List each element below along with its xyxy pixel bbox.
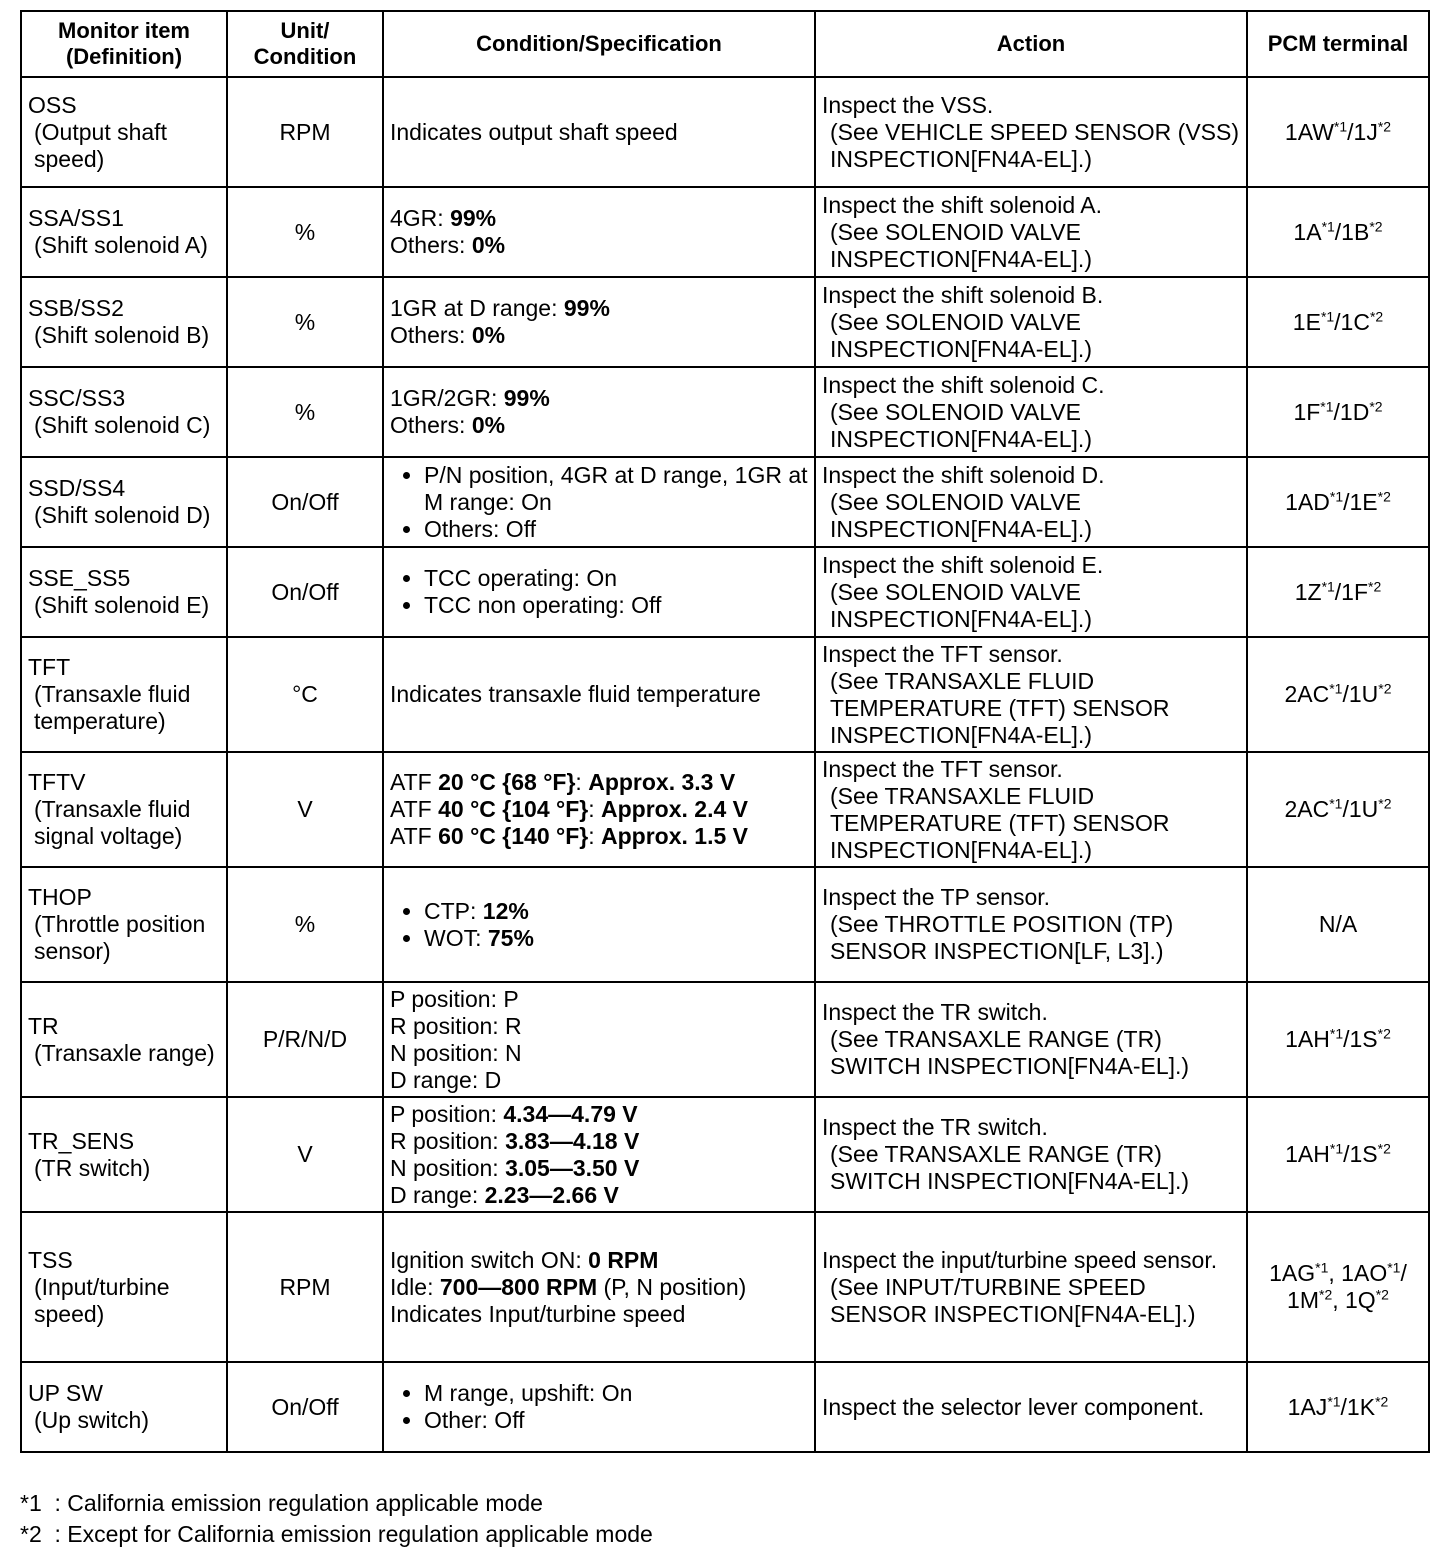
condition-text: 4GR: <box>390 205 451 231</box>
condition-text: Others: <box>390 412 472 438</box>
pcm-terminal-cell <box>1247 637 1429 752</box>
pcm-terminal-cell <box>1247 1212 1429 1362</box>
table-row <box>21 1362 1429 1452</box>
action-instruction: Inspect the selector lever component. <box>822 1393 1205 1420</box>
condition-line <box>390 232 808 259</box>
condition-value: 75% <box>487 924 534 951</box>
pcm-note-mark: *2 <box>1377 1140 1391 1157</box>
table-row <box>21 77 1429 187</box>
monitor-item-cell <box>21 1097 227 1212</box>
condition-bullets <box>390 565 808 619</box>
action-instruction: Inspect the TR switch. <box>822 1114 1048 1140</box>
pcm-terminal-code: 1A <box>1293 218 1322 245</box>
pcm-terminal-line <box>1254 219 1422 246</box>
condition-value: 20 °C {68 °F} <box>438 769 576 795</box>
action-cell <box>815 187 1247 277</box>
action-cell <box>815 867 1247 982</box>
footnotes <box>20 1488 653 1550</box>
condition-text: (P, N position) <box>597 1273 747 1300</box>
header-action: Action <box>815 11 1247 77</box>
action-reference: (See SOLENOID VALVE INSPECTION[FN4A-EL].) <box>830 488 1092 542</box>
unit-cell: °C <box>227 637 383 752</box>
pcm-note-mark: *2 <box>1368 577 1382 594</box>
pcm-terminal-line <box>1254 1026 1422 1053</box>
pcm-terminal-code: N/A <box>1318 911 1358 937</box>
condition-cell <box>383 547 815 637</box>
condition-line <box>390 385 808 412</box>
condition-line <box>390 119 808 146</box>
pcm-terminal-cell <box>1247 867 1429 982</box>
pcm-terminal-code: /1U <box>1342 681 1379 707</box>
pcm-terminal-code: 1E <box>1292 308 1321 335</box>
table-row <box>21 277 1429 367</box>
action-reference: (See TRANSAXLE FLUID TEMPERATURE (TFT) SENSOR INSPECTION[FN4A-EL].) <box>830 667 1170 748</box>
monitor-item-name: SSB/SS2 <box>28 295 124 321</box>
condition-line <box>390 1067 808 1094</box>
monitor-item-definition: (Shift solenoid C) <box>34 412 211 438</box>
action-reference: (See INPUT/TURBINE SPEED SENSOR INSPECTION[FN4A-EL].) <box>830 1273 1196 1327</box>
pcm-terminal-code: /1F <box>1334 578 1369 605</box>
pcm-terminal-code: 1AW <box>1284 118 1334 145</box>
pcm-terminal-cell <box>1247 1362 1429 1452</box>
unit-cell: % <box>227 187 383 277</box>
action-reference: (See SOLENOID VALVE INSPECTION[FN4A-EL].) <box>830 218 1092 272</box>
pcm-terminal-cell <box>1247 1097 1429 1212</box>
pcm-terminal-code: 2AC <box>1284 681 1330 707</box>
condition-value: 700—800 RPM <box>439 1273 598 1300</box>
condition-line <box>390 681 808 708</box>
condition-bullets <box>390 1380 808 1434</box>
pcm-terminal-code: /1S <box>1343 1141 1378 1167</box>
condition-line <box>390 1274 808 1301</box>
pcm-note-mark: *2 <box>1377 117 1392 134</box>
condition-text: CTP: <box>424 897 483 924</box>
condition-value: 0% <box>471 232 506 258</box>
condition-text: R position: <box>390 1127 506 1154</box>
condition-bullet: • Others: Off <box>424 516 808 543</box>
condition-line <box>390 1040 808 1067</box>
condition-text: ATF <box>390 769 439 795</box>
pcm-terminal-code: 1F <box>1293 398 1321 425</box>
monitor-item-definition: (Up switch) <box>34 1407 150 1433</box>
pcm-note-mark: *2 <box>1319 1286 1333 1303</box>
pcm-terminal-line <box>1254 119 1422 146</box>
table-row <box>21 1212 1429 1362</box>
condition-cell <box>383 187 815 277</box>
condition-text: : <box>588 796 601 822</box>
action-instruction: Inspect the shift solenoid E. <box>822 551 1104 578</box>
header-monitor-item: Monitor item (Definition) <box>21 11 227 77</box>
unit-cell: RPM <box>227 77 383 187</box>
pcm-note-mark: *1 <box>1329 795 1343 812</box>
condition-bullet: • TCC non operating: Off <box>424 592 808 619</box>
condition-text: 1GR at D range: <box>390 295 564 321</box>
pcm-terminal-code: / <box>1400 1260 1407 1286</box>
pcm-terminal-code: /1E <box>1343 488 1378 515</box>
condition-text: : <box>588 823 601 849</box>
condition-cell <box>383 1097 815 1212</box>
action-instruction: Inspect the TFT sensor. <box>822 755 1063 782</box>
pcm-note-mark: *2 <box>1369 217 1383 234</box>
pcm-terminal-code: 2AC <box>1284 796 1330 822</box>
condition-value: 12% <box>482 897 529 924</box>
pcm-terminal-line <box>1254 309 1422 336</box>
condition-text: P position: <box>390 1100 504 1127</box>
condition-cell <box>383 367 815 457</box>
condition-line <box>390 1013 808 1040</box>
condition-cell <box>383 457 815 547</box>
condition-value: 0 RPM <box>588 1246 659 1273</box>
condition-text: Indicates Input/turbine speed <box>390 1300 686 1327</box>
monitor-item-cell <box>21 277 227 367</box>
action-reference: (See SOLENOID VALVE INSPECTION[FN4A-EL].) <box>830 308 1092 362</box>
pcm-terminal-line <box>1254 1141 1422 1168</box>
monitor-item-name: SSA/SS1 <box>28 205 124 231</box>
action-instruction: Inspect the shift solenoid D. <box>822 461 1105 488</box>
monitor-item-cell <box>21 547 227 637</box>
monitor-item-definition: (Shift solenoid E) <box>34 592 210 618</box>
action-cell <box>815 457 1247 547</box>
pcm-terminal-cell <box>1247 752 1429 867</box>
unit-cell: % <box>227 867 383 982</box>
condition-value: Approx. 1.5 V <box>601 823 748 849</box>
unit-cell: On/Off <box>227 1362 383 1452</box>
condition-bullet <box>424 898 808 925</box>
condition-value: 4.34—4.79 V <box>503 1100 638 1127</box>
pcm-terminal-line <box>1254 489 1422 516</box>
pcm-note-mark: *1 <box>1315 1259 1329 1276</box>
pcm-terminal-cell <box>1247 457 1429 547</box>
monitor-item-name: TSS <box>28 1246 73 1273</box>
condition-text: Ignition switch ON: <box>390 1246 589 1273</box>
action-instruction: Inspect the TR switch. <box>822 999 1048 1025</box>
condition-cell <box>383 982 815 1097</box>
table-row <box>21 547 1429 637</box>
footnote-2: *2 : Except for California emission regulation applicable mode <box>20 1521 653 1547</box>
pcm-terminal-line <box>1254 681 1422 708</box>
condition-text: ATF <box>390 796 439 822</box>
monitor-item-name: TR <box>28 1012 59 1039</box>
pcm-terminal-cell <box>1247 277 1429 367</box>
pcm-terminal-code: /1J <box>1347 118 1378 145</box>
condition-line <box>390 986 808 1013</box>
pcm-note-mark: *1 <box>1329 680 1343 697</box>
action-reference: (See SOLENOID VALVE INSPECTION[FN4A-EL].) <box>830 578 1092 632</box>
pcm-terminal-line <box>1254 1394 1422 1421</box>
monitor-item-cell <box>21 77 227 187</box>
condition-text: : <box>575 769 589 795</box>
condition-bullet: • TCC operating: On <box>424 565 808 592</box>
pcm-note-mark: *1 <box>1321 577 1335 594</box>
monitor-item-cell <box>21 1212 227 1362</box>
condition-line <box>390 823 808 850</box>
condition-text: Idle: <box>390 1273 440 1300</box>
condition-cell <box>383 867 815 982</box>
condition-line <box>390 412 808 439</box>
monitor-item-cell <box>21 457 227 547</box>
condition-text: P position: P <box>390 985 519 1012</box>
condition-bullet <box>424 925 808 952</box>
pcm-note-mark: *2 <box>1375 1286 1389 1303</box>
action-reference: (See TRANSAXLE RANGE (TR) SWITCH INSPECTION[FN4A-EL].) <box>830 1026 1190 1079</box>
monitor-item-definition: (Shift solenoid B) <box>34 322 210 348</box>
pcm-note-mark: *2 <box>1378 795 1392 812</box>
unit-cell: On/Off <box>227 547 383 637</box>
pcm-terminal-code: /1S <box>1343 1026 1378 1052</box>
unit-cell: On/Off <box>227 457 383 547</box>
action-instruction: Inspect the input/turbine speed sensor. <box>822 1246 1218 1273</box>
pcm-terminal-line <box>1254 796 1422 823</box>
unit-cell: % <box>227 367 383 457</box>
header-pcm-terminal: PCM terminal <box>1247 11 1429 77</box>
monitor-item-cell <box>21 752 227 867</box>
monitor-item-definition: (Transaxle fluid temperature) <box>34 681 191 734</box>
condition-text: D range: <box>390 1181 485 1208</box>
pcm-note-mark: *2 <box>1377 487 1391 504</box>
monitor-item-name: SSC/SS3 <box>28 385 126 411</box>
condition-line <box>390 1101 808 1128</box>
monitor-item-definition: (Throttle position sensor) <box>34 911 206 964</box>
action-instruction: Inspect the VSS. <box>822 91 994 118</box>
unit-cell: RPM <box>227 1212 383 1362</box>
condition-text: N position: N <box>390 1039 522 1066</box>
condition-value: 3.05—3.50 V <box>505 1154 640 1181</box>
monitor-item-name: SSD/SS4 <box>28 475 126 501</box>
pcm-note-mark: *2 <box>1377 1025 1391 1042</box>
condition-line <box>390 1247 808 1274</box>
pcm-terminal-line <box>1254 1260 1422 1287</box>
monitor-item-cell <box>21 367 227 457</box>
condition-value: 99% <box>563 295 610 321</box>
pcm-terminal-code: 1AG <box>1269 1260 1316 1286</box>
monitor-item-definition: (TR switch) <box>34 1154 151 1181</box>
pcm-terminal-line <box>1254 911 1422 938</box>
condition-bullet: • M range, upshift: On <box>424 1380 808 1407</box>
monitor-item-name: TFT <box>28 654 71 680</box>
action-instruction: Inspect the shift solenoid A. <box>822 191 1103 218</box>
monitor-item-cell <box>21 187 227 277</box>
monitor-item-name: TFTV <box>28 769 86 795</box>
pcm-note-mark: *1 <box>1329 1025 1344 1042</box>
pcm-note-mark: *2 <box>1369 307 1384 324</box>
pcm-terminal-code: /1K <box>1340 1393 1376 1420</box>
pcm-note-mark: *1 <box>1387 1259 1401 1276</box>
condition-value: 0% <box>471 412 506 438</box>
unit-cell: P/R/N/D <box>227 982 383 1097</box>
condition-value: 99% <box>450 205 497 231</box>
action-cell <box>815 1097 1247 1212</box>
action-instruction: Inspect the shift solenoid B. <box>822 281 1104 308</box>
monitor-item-definition: (Output shaft speed) <box>34 118 167 172</box>
condition-bullet: • Other: Off <box>424 1407 808 1434</box>
pcm-terminal-code: /1U <box>1342 796 1379 822</box>
condition-line <box>390 796 808 823</box>
action-cell <box>815 277 1247 367</box>
monitor-item-name: SSE_SS5 <box>28 565 131 591</box>
condition-value: 99% <box>503 385 550 411</box>
condition-line <box>390 205 808 232</box>
condition-bullets <box>390 898 808 952</box>
monitor-item-name: TR_SENS <box>28 1127 135 1154</box>
table-row <box>21 637 1429 752</box>
header-condition-spec: Condition/Specification <box>383 11 815 77</box>
pcm-note-mark: *2 <box>1378 680 1392 697</box>
pcm-terminal-cell <box>1247 547 1429 637</box>
action-cell <box>815 1362 1247 1452</box>
monitor-item-cell <box>21 637 227 752</box>
condition-cell <box>383 1362 815 1452</box>
pcm-note-mark: *2 <box>1369 397 1383 414</box>
condition-cell <box>383 77 815 187</box>
condition-text: R position: R <box>390 1012 522 1039</box>
pcm-note-mark: *1 <box>1329 487 1344 504</box>
action-cell <box>815 367 1247 457</box>
condition-value: 3.83—4.18 V <box>505 1127 640 1154</box>
condition-text: Others: <box>390 322 472 348</box>
table-row <box>21 367 1429 457</box>
condition-bullets <box>390 462 808 543</box>
condition-bullet: • P/N position, 4GR at D range, 1GR at M range: On <box>424 462 808 516</box>
condition-line <box>390 1128 808 1155</box>
monitor-item-definition: (Transaxle range) <box>34 1039 215 1066</box>
monitor-item-definition: (Transaxle fluid signal voltage) <box>34 796 191 849</box>
table-row <box>21 867 1429 982</box>
table-body <box>21 77 1429 1452</box>
condition-text: ATF <box>390 823 439 849</box>
pcm-terminal-code: 1AH <box>1285 1141 1330 1167</box>
pcm-terminal-code: 1Z <box>1294 578 1322 605</box>
pcm-note-mark: *2 <box>1375 1392 1389 1409</box>
pcm-note-mark: *1 <box>1329 1140 1344 1157</box>
condition-line <box>390 1182 808 1209</box>
pcm-note-mark: *1 <box>1321 217 1335 234</box>
action-reference: (See THROTTLE POSITION (TP) SENSOR INSPECTION[LF, L3].) <box>830 911 1174 964</box>
action-cell <box>815 77 1247 187</box>
condition-line <box>390 769 808 796</box>
condition-line <box>390 1301 808 1328</box>
condition-text: Indicates transaxle fluid temperature <box>390 681 761 707</box>
condition-text: N position: <box>390 1154 506 1181</box>
condition-value: 60 °C {140 °F} <box>438 823 589 849</box>
pcm-terminal-cell <box>1247 367 1429 457</box>
pcm-terminal-line <box>1254 1287 1422 1314</box>
pcm-terminal-cell <box>1247 77 1429 187</box>
pcm-terminal-code: , 1Q <box>1332 1287 1376 1313</box>
pcm-note-mark: *1 <box>1320 397 1334 414</box>
condition-value: 0% <box>471 322 506 348</box>
table-row <box>21 187 1429 277</box>
action-cell <box>815 982 1247 1097</box>
pcm-terminal-line <box>1254 399 1422 426</box>
condition-value: Approx. 3.3 V <box>588 769 736 795</box>
action-cell <box>815 752 1247 867</box>
pcm-terminal-code: 1AH <box>1285 1026 1330 1052</box>
action-reference: (See SOLENOID VALVE INSPECTION[FN4A-EL].) <box>830 398 1092 452</box>
action-instruction: Inspect the TP sensor. <box>822 884 1051 910</box>
action-instruction: Inspect the TFT sensor. <box>822 640 1063 667</box>
table-row <box>21 752 1429 867</box>
condition-cell <box>383 637 815 752</box>
action-cell <box>815 637 1247 752</box>
monitor-item-cell <box>21 867 227 982</box>
condition-text: Others: <box>390 232 472 258</box>
monitor-item-definition: (Shift solenoid D) <box>34 502 211 528</box>
condition-text: WOT: <box>424 924 488 951</box>
unit-cell: V <box>227 752 383 867</box>
condition-value: Approx. 2.4 V <box>601 796 748 822</box>
pcm-terminal-cell <box>1247 187 1429 277</box>
condition-text: Indicates output shaft speed <box>390 118 678 145</box>
monitor-item-name: THOP <box>28 884 92 910</box>
action-reference: (See TRANSAXLE RANGE (TR) SWITCH INSPECTION[FN4A-EL].) <box>830 1141 1190 1194</box>
table-row <box>21 1097 1429 1212</box>
pcm-terminal-code: /1D <box>1333 398 1370 425</box>
pcm-note-mark: *1 <box>1320 307 1335 324</box>
condition-cell <box>383 277 815 367</box>
monitor-item-name: UP SW <box>28 1380 103 1406</box>
pcm-terminal-line <box>1254 579 1422 606</box>
pcm-terminal-code: /1B <box>1334 218 1370 245</box>
unit-cell: % <box>227 277 383 367</box>
condition-cell <box>383 1212 815 1362</box>
footnote-1: *1 : California emission regulation applicable mode <box>20 1490 543 1516</box>
condition-line <box>390 1155 808 1182</box>
action-cell <box>815 547 1247 637</box>
condition-value: 2.23—2.66 V <box>484 1181 619 1208</box>
condition-line <box>390 322 808 349</box>
pcm-note-mark: *1 <box>1333 117 1348 134</box>
action-reference: (See TRANSAXLE FLUID TEMPERATURE (TFT) SENSOR INSPECTION[FN4A-EL].) <box>830 782 1170 863</box>
condition-line <box>390 295 808 322</box>
pcm-note-mark: *1 <box>1327 1392 1341 1409</box>
monitor-item-definition: (Shift solenoid A) <box>34 232 208 258</box>
monitor-item-table <box>20 10 1430 1453</box>
pcm-terminal-code: 1AJ <box>1287 1393 1328 1420</box>
condition-text: D range: D <box>390 1066 502 1093</box>
monitor-item-definition: (Input/turbine speed) <box>34 1273 170 1327</box>
table-row <box>21 457 1429 547</box>
condition-cell <box>383 752 815 867</box>
pcm-terminal-cell <box>1247 982 1429 1097</box>
unit-cell: V <box>227 1097 383 1212</box>
action-instruction: Inspect the shift solenoid C. <box>822 371 1105 398</box>
header-row <box>21 11 1429 77</box>
table-row <box>21 982 1429 1097</box>
condition-value: 40 °C {104 °F} <box>438 796 589 822</box>
pcm-terminal-code: , 1AO <box>1328 1260 1388 1286</box>
monitor-item-name: OSS <box>28 91 77 118</box>
condition-text: 1GR/2GR: <box>390 385 504 411</box>
monitor-item-cell <box>21 1362 227 1452</box>
header-unit-condition: Unit/ Condition <box>227 11 383 77</box>
pcm-terminal-code: /1C <box>1334 308 1370 335</box>
monitor-item-cell <box>21 982 227 1097</box>
pcm-terminal-code: 1AD <box>1285 488 1330 515</box>
pcm-terminal-code: 1M <box>1287 1287 1319 1313</box>
action-reference: (See VEHICLE SPEED SENSOR (VSS) INSPECTION[FN4A-EL].) <box>830 118 1240 172</box>
action-cell <box>815 1212 1247 1362</box>
